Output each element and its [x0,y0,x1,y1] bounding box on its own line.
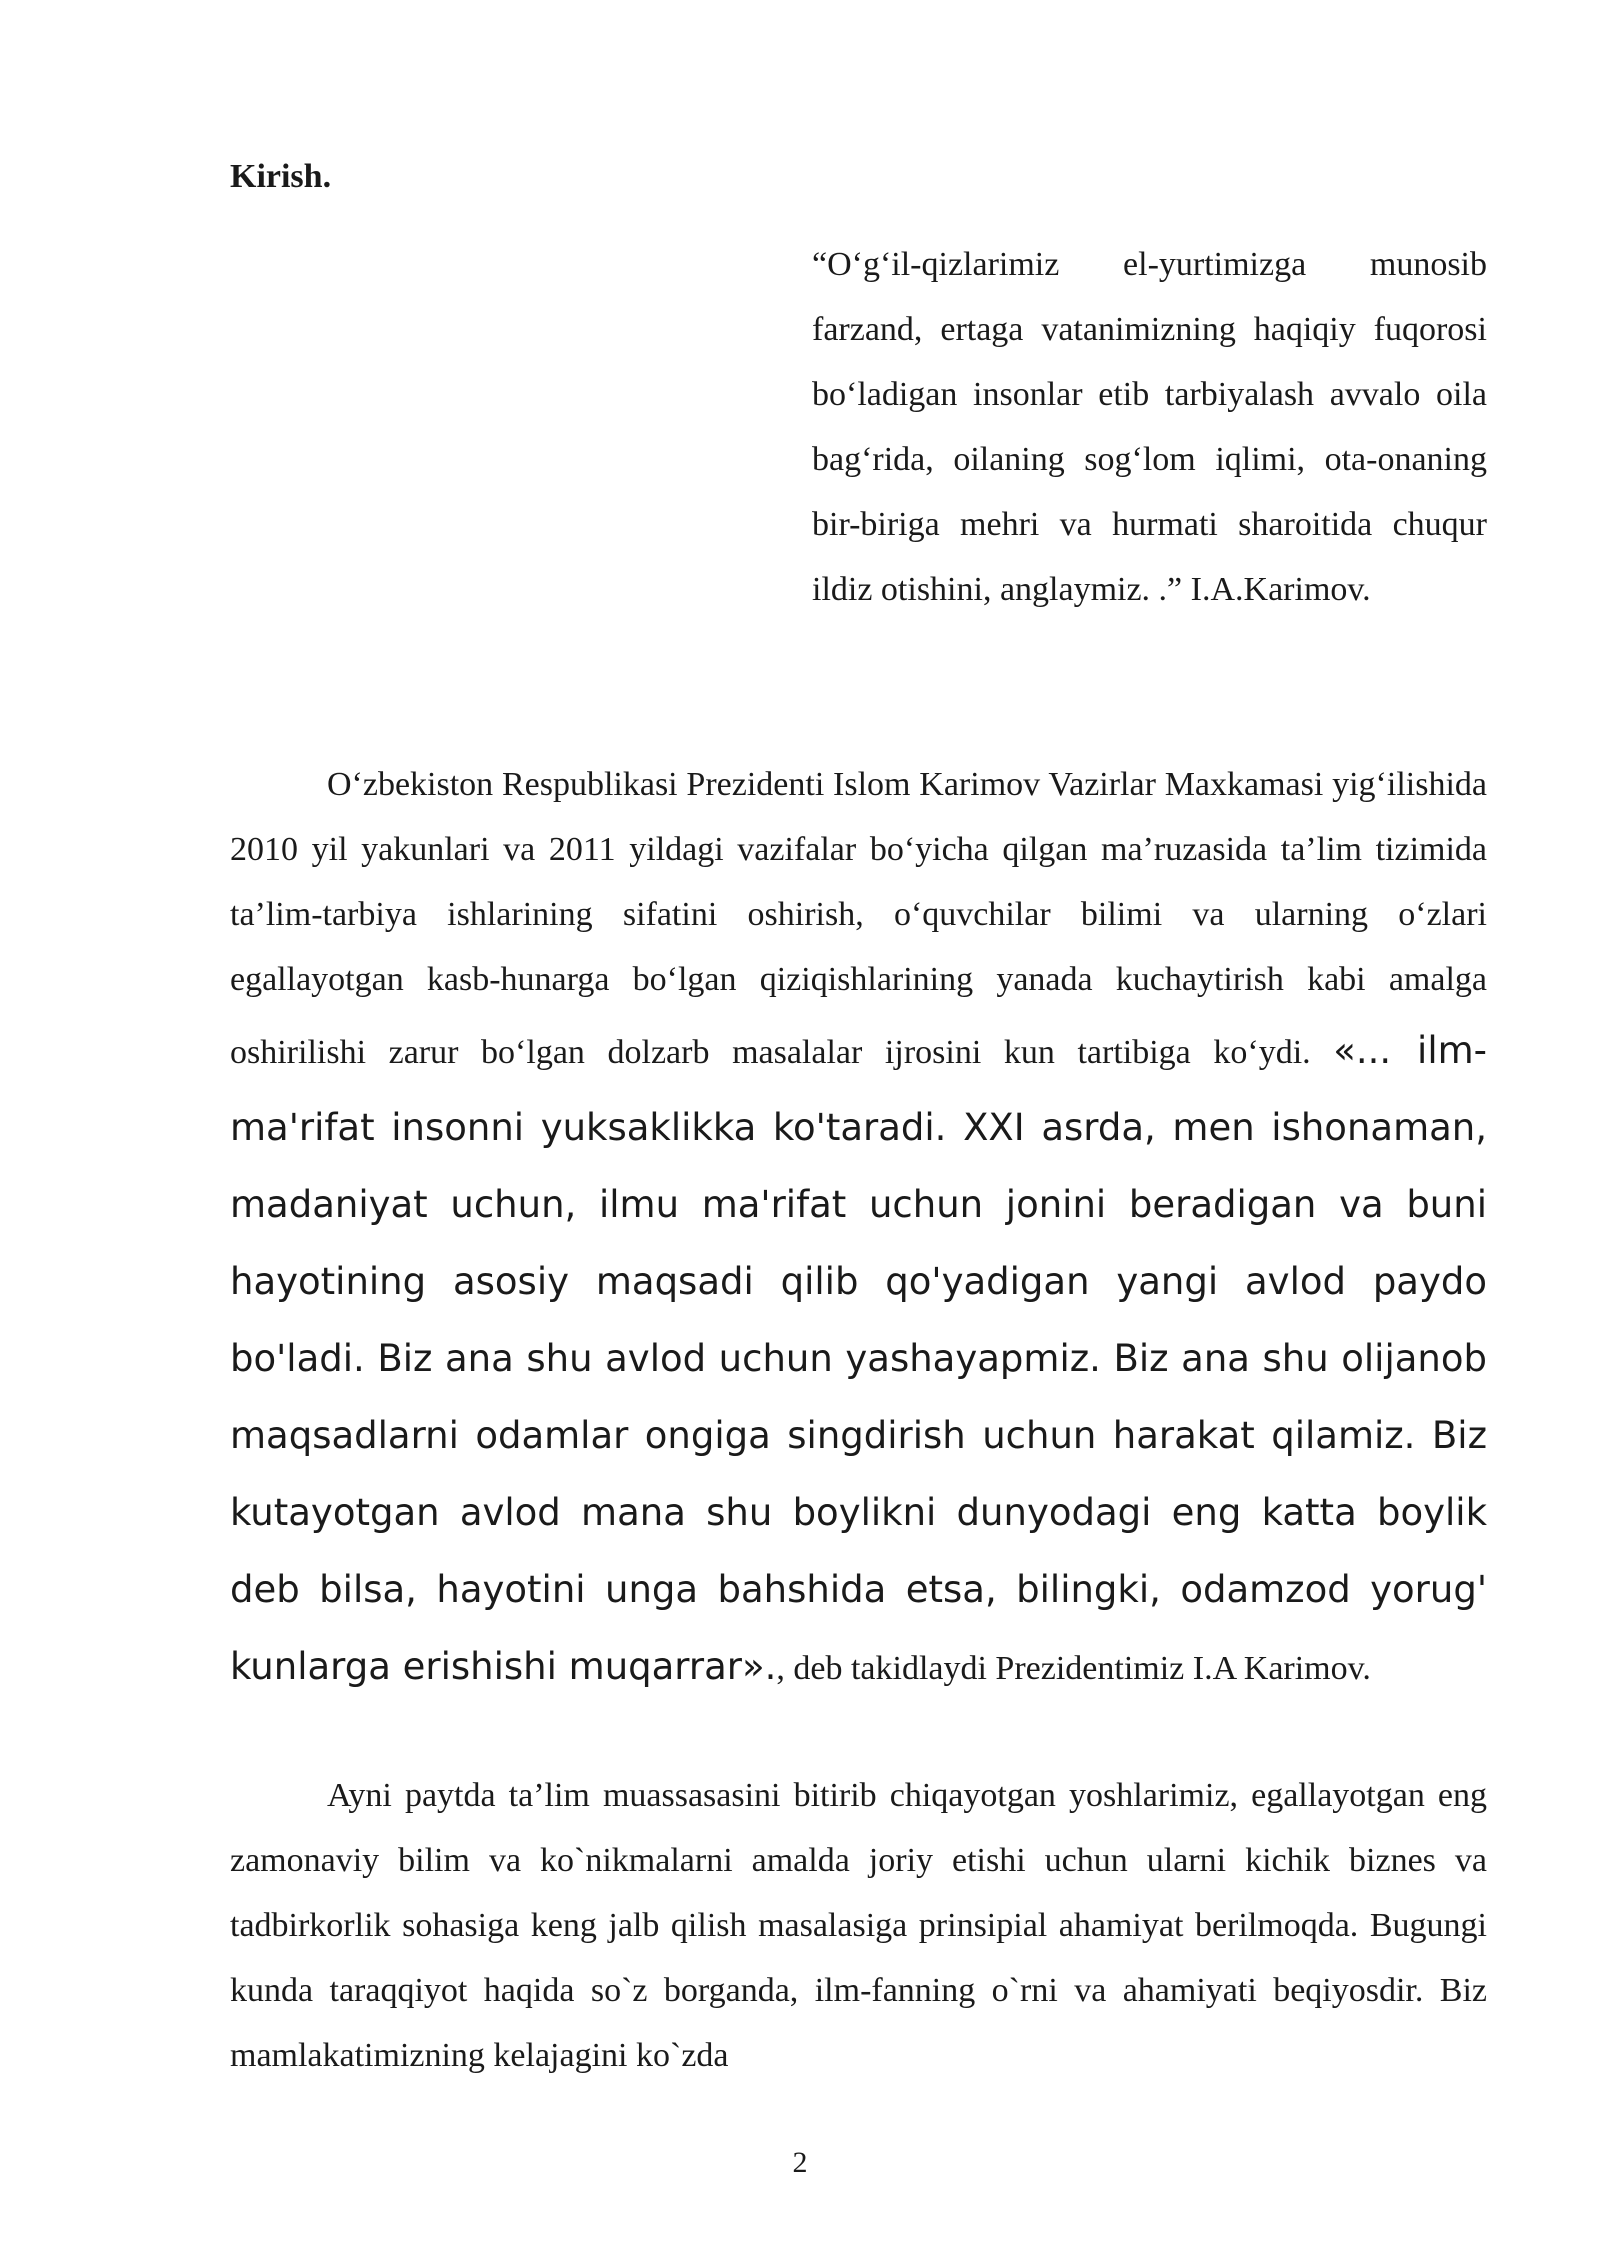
paragraph-1-intro: O‘zbekiston Respublikasi Prezidenti Islom Karimov Vazirlar Maxkamasi yig‘ilishida 2010 yil yakunlari va 2011 yildagi vazifalar bo‘yicha qilgan ma’ruzasida ta’lim tizimida ta’lim-tarbiya ishlarining sifatini oshirish, o‘quvchilar bilimi va ularning o‘zlari egallayotgan kasb-hunarga bo‘lgan qiziqishlarining yanada kuchaytirish kabi amalga oshirilishi zarur bo‘lgan dolzarb masalalar ijrosini kun tartibiga ko‘ydi. [230,766,1487,1071]
paragraph-1-attribution: , deb takidlaydi Prezidentimiz I.A Karimov. [776,1650,1371,1687]
body-paragraph-1 [230,752,1487,1705]
page-number: 2 [792,2146,808,2179]
section-heading: Kirish. [230,158,332,195]
body-paragraph-2: Ayni paytda ta’lim muassasasini bitirib chiqayotgan yoshlarimiz, egallayotgan eng zamonaviy bilim va ko`nikmalarni amalda joriy etishi uchun ularni kichik biznes va tadbirkorlik sohasiga keng jalb qilish masalasiga prinsipial ahamiyat berilmoqda. Bugungi kunda taraqqiyot haqida so`z borganda, ilm-fanning o`rni va ahamiyati beqiyosdir. Biz mamlakatimizning kelajagini ko`zda [230,1777,1487,2074]
epigraph-quote: “O‘g‘il-qizlarimiz el-yurtimizga munosib farzand, ertaga vatanimizning haqiqiy fuqorosi bo‘ladigan insonlar etib tarbiyalash avvalo oila bag‘rida, oilaning sog‘lom iqlimi, ota-onaning bir-biriga mehri va hurmati sharoitida chuqur ildiz otishini, anglaymiz. .” I.A.Karimov. [812,246,1487,608]
president-quote: «... ilm-ma'rifat insonni yuksaklikka ko'taradi. XXI asrda, men ishonaman, madaniyat uchun, ilmu ma'rifat uchun jonini beradigan va buni hayotining asosiy maqsadi qilib qo'yadigan yangi avlod paydo bo'ladi. Biz ana shu avlod uchun yashayapmiz. Biz ana shu olijanob maqsadlarni odamlar ongiga singdirish uchun harakat qilamiz. Biz kutayotgan avlod mana shu boylikni dunyodagi eng katta boylik deb bilsa, hayotini unga bahshida etsa, bilingki, odamzod yorug' kunlarga erishishi muqarrar». [230,1029,1487,1688]
